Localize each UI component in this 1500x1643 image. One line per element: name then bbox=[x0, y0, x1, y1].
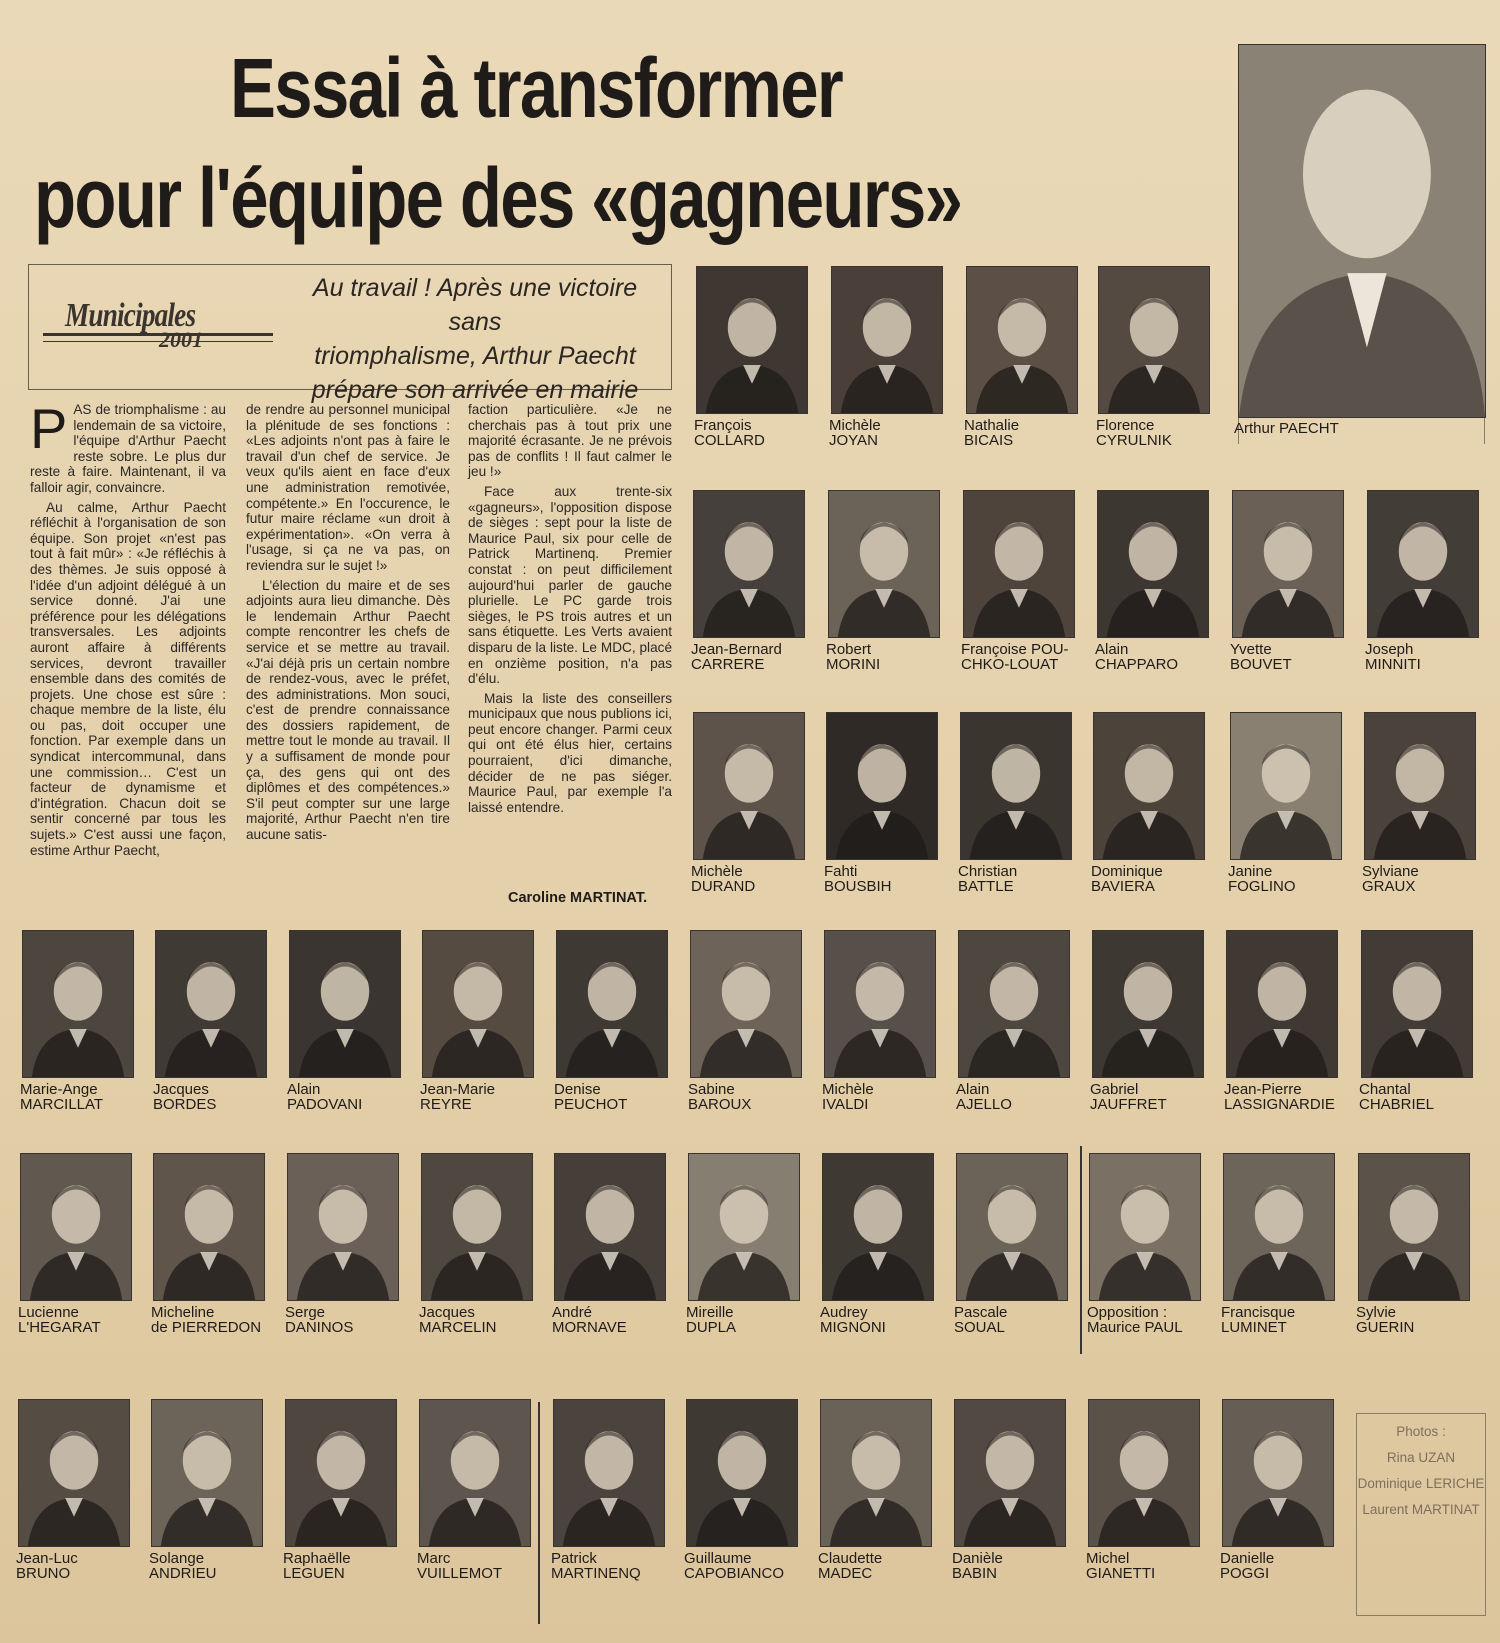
caption-first-name: Guillaume bbox=[684, 1550, 752, 1567]
portrait-photo bbox=[963, 490, 1075, 638]
dropcap: P bbox=[30, 397, 68, 460]
caption-last-name: FOGLINO bbox=[1228, 878, 1296, 895]
portrait-caption bbox=[1087, 1305, 1183, 1335]
portrait-caption bbox=[688, 1082, 751, 1112]
caption-last-name: GRAUX bbox=[1362, 878, 1416, 895]
caption-last-name: AJELLO bbox=[956, 1096, 1012, 1113]
portrait-photo bbox=[1097, 490, 1209, 638]
portrait-photo bbox=[1223, 1153, 1335, 1301]
caption-first-name: Joseph bbox=[1365, 641, 1414, 658]
caption-last-name: Maurice PAUL bbox=[1087, 1319, 1183, 1336]
portrait-caption bbox=[820, 1305, 886, 1335]
caption-last-name: BATTLE bbox=[958, 878, 1014, 895]
portrait-photo bbox=[419, 1399, 531, 1547]
caption-last-name: REYRE bbox=[420, 1096, 472, 1113]
caption-last-name: BAROUX bbox=[688, 1096, 752, 1113]
caption-first-name: Jacques bbox=[153, 1081, 209, 1098]
caption-first-name: Danielle bbox=[1220, 1550, 1275, 1567]
portrait-caption bbox=[961, 642, 1069, 672]
portrait-caption bbox=[956, 1082, 1012, 1112]
portrait-caption bbox=[287, 1082, 362, 1112]
portrait-photo bbox=[824, 930, 936, 1078]
portrait-photo bbox=[1098, 266, 1210, 414]
caption-first-name: Michèle bbox=[829, 417, 881, 434]
portrait-caption bbox=[1230, 642, 1292, 672]
article-paragraph: faction particulière. «Je ne cherchais pas à tout prix une majorité écrasante. Je ne prévois pas de conflits ! Il faut calmer le jeu !» bbox=[468, 402, 672, 480]
portrait-caption bbox=[149, 1551, 217, 1581]
credit-name: Laurent MARTINAT bbox=[1362, 1502, 1480, 1517]
caption-first-name: Christian bbox=[958, 863, 1018, 880]
portrait-caption bbox=[954, 1305, 1007, 1335]
portrait-photo bbox=[826, 712, 938, 860]
caption-last-name: LUMINET bbox=[1221, 1319, 1287, 1336]
caption-last-name: PADOVANI bbox=[287, 1096, 363, 1113]
caption-first-name: Marc bbox=[417, 1550, 451, 1567]
caption-last-name: MARCILLAT bbox=[20, 1096, 104, 1113]
caption-last-name: CARRERE bbox=[691, 656, 765, 673]
caption-last-name: JOYAN bbox=[829, 432, 878, 449]
portrait-photo bbox=[153, 1153, 265, 1301]
portrait-photo bbox=[1226, 930, 1338, 1078]
caption-first-name: Janine bbox=[1228, 863, 1273, 880]
caption-first-name: Opposition : bbox=[1087, 1304, 1168, 1321]
headline-line-1: Essai à transformer bbox=[230, 41, 843, 135]
article-paragraph: Au calme, Arthur Paecht réfléchit à l'organisation de son équipe. Son projet «n'est pas tout à fait mûr» : «Je réfléchis à des thèmes. Je suis opposé à l'idée d'un adjoint délégué à un service donné. J'ai une préférence pour les délégations transversales. Les adjoints auront affaire à différents services, devront travailler ensemble dans des comités de projets. Une chose est sûre : chaque membre de la liste, élu ou pas, doit occuper une fonction. Par exemple dans un syndicat intercommunal, dans une commission… C'est un facteur de dynamisme et d'intégration. Chacun doit se sentir concerné par tous les sujets.» C'est aussi une façon, estime Arthur Paecht, bbox=[30, 499, 226, 858]
caption-last-name: MARCELIN bbox=[419, 1319, 497, 1336]
caption-first-name: Sabine bbox=[688, 1081, 735, 1098]
portrait-caption bbox=[958, 864, 1017, 894]
caption-first-name: Francisque bbox=[1221, 1304, 1296, 1321]
portrait-photo bbox=[686, 1399, 798, 1547]
caption-last-name: MIGNONI bbox=[820, 1319, 886, 1336]
caption-first-name: Nathalie bbox=[964, 417, 1020, 434]
caption-last-name: PEUCHOT bbox=[554, 1096, 628, 1113]
portrait-photo bbox=[155, 930, 267, 1078]
kicker-line: Au travail ! Après une victoire sans bbox=[312, 274, 638, 336]
portrait-caption bbox=[552, 1305, 627, 1335]
article-paragraph: de rendre au personnel municipal la plénitude de ses fonctions : «Les adjoints n'ont pas à faire le travail d'un chef de service. Je veux qu'ils aient en face d'eux une administration remotivée, compétente.» En l'occurence, le futur maire réclame «un droit à expérimentation». «On verra à l'usage, si ça ne va pas, on reviendra sur le sujet !» bbox=[246, 402, 450, 573]
caption-last-name: BRUNO bbox=[16, 1565, 71, 1582]
caption-first-name: Jean-Bernard bbox=[691, 641, 782, 658]
caption-last-name: de PIERREDON bbox=[151, 1319, 262, 1336]
caption-last-name: BORDES bbox=[153, 1096, 217, 1113]
caption-last-name: MORINI bbox=[826, 656, 881, 673]
caption-first-name: Fahti bbox=[824, 863, 858, 880]
opposition-divider bbox=[1080, 1146, 1082, 1354]
caption-last-name: LEGUEN bbox=[283, 1565, 345, 1582]
portrait-photo bbox=[696, 266, 808, 414]
caption-last-name: CHAPPARO bbox=[1095, 656, 1179, 673]
portrait-photo bbox=[1364, 712, 1476, 860]
portrait-photo bbox=[693, 490, 805, 638]
portrait-photo bbox=[1222, 1399, 1334, 1547]
caption-first-name: Jean-Marie bbox=[420, 1081, 496, 1098]
portrait-caption bbox=[283, 1551, 351, 1581]
portrait-caption bbox=[964, 418, 1019, 448]
credits-label: Photos : bbox=[1396, 1424, 1446, 1439]
portrait-photo bbox=[18, 1399, 130, 1547]
portrait-caption bbox=[1096, 418, 1172, 448]
caption-last-name: ANDRIEU bbox=[149, 1565, 217, 1582]
portrait-photo bbox=[289, 930, 401, 1078]
caption-last-name: CAPOBIANCO bbox=[684, 1565, 785, 1582]
caption-last-name: LASSIGNARDIE bbox=[1224, 1096, 1335, 1113]
caption-first-name: Yvette bbox=[1230, 641, 1272, 658]
caption-last-name: DURAND bbox=[691, 878, 756, 895]
caption-first-name: Denise bbox=[554, 1081, 601, 1098]
portrait-photo bbox=[1230, 712, 1342, 860]
portrait-photo bbox=[22, 930, 134, 1078]
caption-last-name: BOUSBIH bbox=[824, 878, 892, 895]
caption-last-name: MARTINENQ bbox=[551, 1565, 641, 1582]
portrait-caption bbox=[1091, 864, 1163, 894]
portrait-photo bbox=[956, 1153, 1068, 1301]
caption-last-name: GUERIN bbox=[1356, 1319, 1415, 1336]
portrait-photo bbox=[693, 712, 805, 860]
portrait-caption bbox=[694, 418, 765, 448]
portrait-caption bbox=[686, 1305, 736, 1335]
portrait-photo bbox=[1361, 930, 1473, 1078]
portrait-caption bbox=[691, 642, 782, 672]
caption-last-name: BABIN bbox=[952, 1565, 998, 1582]
portrait-photo bbox=[958, 930, 1070, 1078]
portrait-caption bbox=[691, 864, 755, 894]
portrait-caption bbox=[1224, 1082, 1335, 1112]
caption-first-name: Alain bbox=[956, 1081, 990, 1098]
portrait-caption bbox=[1220, 1551, 1274, 1581]
caption-first-name: Michèle bbox=[691, 863, 743, 880]
portrait-photo-main bbox=[1238, 44, 1486, 418]
portrait-photo bbox=[151, 1399, 263, 1547]
caption-last-name: GIANETTI bbox=[1086, 1565, 1156, 1582]
caption-first-name: Sylviane bbox=[1362, 863, 1419, 880]
caption-last-name: BOUVET bbox=[1230, 656, 1292, 673]
opposition-divider bbox=[538, 1402, 540, 1624]
kicker-line: triomphalisme, Arthur Paecht bbox=[314, 342, 636, 370]
portrait-photo bbox=[1092, 930, 1204, 1078]
portrait-photo bbox=[553, 1399, 665, 1547]
portrait-caption bbox=[824, 864, 892, 894]
article-paragraph: L'élection du maire et de ses adjoints aura lieu dimanche. Dès le lendemain Arthur Paecht compte rencontrer les chefs de service et se mettre au travail. «J'ai déjà pris un certain nombre de rendez-vous, avec le préfet, des administrations. Mon souci, c'est de prendre connaissance des dossiers rapidement, de mettre tout le monde au travail. Il y a suffisament de monde pour ça, des gens qui ont des diplômes et des compétences.» S'il peut compter sur une large majorité, Arthur Paecht n'en tire aucune satis- bbox=[246, 577, 450, 843]
caption-last-name: BICAIS bbox=[964, 432, 1014, 449]
portrait-photo bbox=[822, 1153, 934, 1301]
portrait-photo bbox=[828, 490, 940, 638]
caption-first-name: Michèle bbox=[822, 1081, 874, 1098]
portrait-caption bbox=[417, 1551, 502, 1581]
caption-last-name: MADEC bbox=[818, 1565, 873, 1582]
caption-first-name: Sylvie bbox=[1356, 1304, 1397, 1321]
portrait-photo bbox=[20, 1153, 132, 1301]
caption-last-name: MINNITI bbox=[1365, 656, 1421, 673]
portrait-caption bbox=[1090, 1082, 1167, 1112]
caption-last-name: BAVIERA bbox=[1091, 878, 1155, 895]
caption-first-name: André bbox=[552, 1304, 593, 1321]
caption-last-name: L'HEGARAT bbox=[18, 1319, 101, 1336]
portrait-caption bbox=[551, 1551, 641, 1581]
caption-first-name: Robert bbox=[826, 641, 872, 658]
caption-first-name: Audrey bbox=[820, 1304, 868, 1321]
portrait-photo bbox=[421, 1153, 533, 1301]
credit-name: Rina UZAN bbox=[1386, 1450, 1456, 1465]
caption-last-name: CHKO-LOUAT bbox=[961, 656, 1059, 673]
caption-first-name: Marie-Ange bbox=[20, 1081, 98, 1098]
kicker-text bbox=[291, 271, 659, 407]
caption-first-name: Jean-Pierre bbox=[1224, 1081, 1302, 1098]
portrait-caption bbox=[1359, 1082, 1434, 1112]
portrait-photo bbox=[831, 266, 943, 414]
portrait-caption bbox=[1356, 1305, 1414, 1335]
portrait-photo bbox=[966, 266, 1078, 414]
portrait-caption bbox=[285, 1305, 353, 1335]
article-paragraph: Face aux trente-six «gagneurs», l'opposition dispose de sièges : sept pour la liste de Maurice Paul, six pour celle de Patrick Martinenq. Premier constat : on peut difficilement aujourd'hui parler de gauche plurielle. Le PC garde trois sièges, le PS trois autres et un sans étiquette. Les Verts avaient disparu de la liste. Le MDC, placé en onzième position, n'a pas d'élu. bbox=[468, 483, 672, 687]
portrait-photo bbox=[1089, 1153, 1201, 1301]
portrait-caption bbox=[1086, 1551, 1155, 1581]
portrait-caption bbox=[952, 1551, 1003, 1581]
caption-first-name: François bbox=[694, 417, 752, 434]
municipales-logo bbox=[43, 295, 263, 355]
portrait-photo bbox=[1358, 1153, 1470, 1301]
caption-last-name: CHABRIEL bbox=[1359, 1096, 1435, 1113]
portrait-caption bbox=[818, 1551, 882, 1581]
byline: Caroline MARTINAT. bbox=[508, 890, 648, 906]
caption-first-name: Chantal bbox=[1359, 1081, 1411, 1098]
portrait-photo bbox=[1232, 490, 1344, 638]
caption-first-name: Lucienne bbox=[18, 1304, 79, 1321]
portrait-photo bbox=[960, 712, 1072, 860]
article-paragraph: Mais la liste des conseillers municipaux que nous publions ici, peut encore changer. Parmi ceux qui ont été élus hier, certains pourraient, d'ici dimanche, décider de ne pas siéger. Maurice Paul, par exemple l'a laissé entendre. bbox=[468, 690, 672, 815]
caption-first-name: Jean-Luc bbox=[16, 1550, 78, 1567]
caption-first-name: Alain bbox=[287, 1081, 321, 1098]
portrait-photo bbox=[554, 1153, 666, 1301]
portrait-caption bbox=[151, 1305, 261, 1335]
caption-last-name: IVALDI bbox=[822, 1096, 869, 1113]
portrait-caption bbox=[826, 642, 880, 672]
portrait-photo bbox=[285, 1399, 397, 1547]
portrait-photo bbox=[1367, 490, 1479, 638]
portrait-caption bbox=[1221, 1305, 1295, 1335]
article-column-1 bbox=[30, 397, 226, 862]
portrait-caption bbox=[822, 1082, 874, 1112]
portrait-caption bbox=[684, 1551, 784, 1581]
portrait-caption bbox=[420, 1082, 495, 1112]
portrait-caption bbox=[1095, 642, 1178, 672]
portrait-caption-main: Arthur PAECHT bbox=[1234, 420, 1339, 437]
caption-first-name: Serge bbox=[285, 1304, 326, 1321]
caption-first-name: Jacques bbox=[419, 1304, 475, 1321]
credit-name: Dominique LERICHE bbox=[1357, 1476, 1485, 1491]
caption-last-name: JAUFFRET bbox=[1090, 1096, 1167, 1113]
kicker-line: prépare son arrivée en mairie bbox=[311, 376, 639, 404]
portrait-caption bbox=[829, 418, 881, 448]
caption-first-name: Françoise POU- bbox=[961, 641, 1069, 658]
headline-line-2: pour l'équipe des «gagneurs» bbox=[34, 151, 962, 245]
portrait-caption bbox=[16, 1551, 78, 1581]
article-paragraph: PAS de triomphalisme : au lendemain de sa victoire, l'équipe d'Arthur Paecht reste sobre. Le plus dur reste à faire. Maintenant, il va falloir agir, convaincre. bbox=[30, 397, 226, 495]
logo-word: Municipales bbox=[65, 297, 196, 334]
caption-first-name: Alain bbox=[1095, 641, 1129, 658]
portrait-caption bbox=[1362, 864, 1419, 894]
caption-first-name: Pascale bbox=[954, 1304, 1008, 1321]
caption-first-name: Patrick bbox=[551, 1550, 597, 1567]
caption-last-name: DANINOS bbox=[285, 1319, 354, 1336]
caption-first-name: Danièle bbox=[952, 1550, 1003, 1567]
caption-first-name: Raphaëlle bbox=[283, 1550, 351, 1567]
portrait-caption bbox=[153, 1082, 216, 1112]
portrait-photo bbox=[556, 930, 668, 1078]
portrait-photo bbox=[422, 930, 534, 1078]
portrait-photo bbox=[287, 1153, 399, 1301]
kicker-box bbox=[28, 264, 672, 404]
caption-first-name: Solange bbox=[149, 1550, 205, 1567]
caption-first-name: Micheline bbox=[151, 1304, 215, 1321]
article-column-3 bbox=[468, 402, 672, 819]
portrait-photo bbox=[954, 1399, 1066, 1547]
caption-last-name: SOUAL bbox=[954, 1319, 1005, 1336]
portrait-caption bbox=[18, 1305, 101, 1335]
caption-last-name: MORNAVE bbox=[552, 1319, 627, 1336]
portrait-photo bbox=[1088, 1399, 1200, 1547]
logo-year: 2001 bbox=[159, 327, 203, 352]
portrait-photo bbox=[1093, 712, 1205, 860]
caption-last-name: POGGI bbox=[1220, 1565, 1270, 1582]
article-column-2 bbox=[246, 402, 450, 847]
portrait-caption bbox=[419, 1305, 497, 1335]
caption-last-name: CYRULNIK bbox=[1096, 432, 1172, 449]
caption-first-name: Florence bbox=[1096, 417, 1155, 434]
portrait-caption bbox=[1365, 642, 1421, 672]
portrait-caption bbox=[1228, 864, 1296, 894]
portrait-caption bbox=[554, 1082, 627, 1112]
caption-last-name: VUILLEMOT bbox=[417, 1565, 503, 1582]
caption-last-name: COLLARD bbox=[694, 432, 765, 449]
caption-first-name: Michel bbox=[1086, 1550, 1130, 1567]
portrait-photo bbox=[820, 1399, 932, 1547]
photo-credits bbox=[1356, 1413, 1486, 1616]
caption-last-name: DUPLA bbox=[686, 1319, 737, 1336]
caption-first-name: Gabriel bbox=[1090, 1081, 1139, 1098]
portrait-caption bbox=[20, 1082, 103, 1112]
portrait-photo bbox=[688, 1153, 800, 1301]
caption-first-name: Claudette bbox=[818, 1550, 883, 1567]
caption-first-name: Mireille bbox=[686, 1304, 734, 1321]
caption-first-name: Dominique bbox=[1091, 863, 1163, 880]
portrait-photo bbox=[690, 930, 802, 1078]
